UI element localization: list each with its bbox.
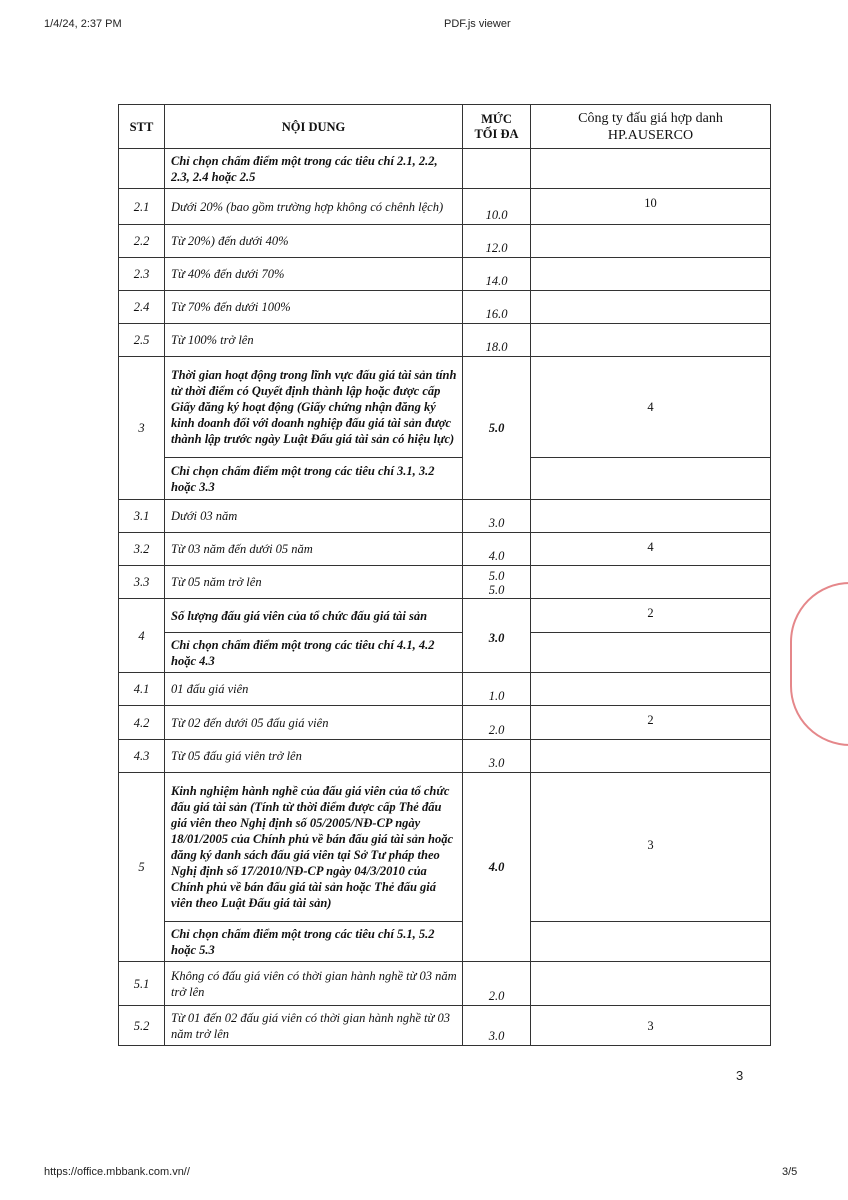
table-row	[119, 599, 771, 633]
row-score	[531, 922, 771, 962]
table-row	[119, 357, 771, 458]
viewer-title: PDF.js viewer	[444, 18, 511, 30]
row-max: 3.0	[463, 740, 531, 773]
page-number: 3	[736, 1068, 744, 1083]
row-score: 2	[531, 599, 771, 633]
row-max: 4.0	[463, 773, 531, 962]
header-noi-dung: NỘI DUNG	[165, 105, 463, 149]
header-muc-toi-da	[463, 105, 531, 149]
table-row	[119, 773, 771, 922]
table-row	[119, 149, 771, 189]
table-row	[119, 225, 771, 258]
row-stt: 5	[119, 773, 165, 962]
row-content: Từ 100% trở lên	[165, 324, 463, 357]
row-max: 2.0	[463, 706, 531, 740]
row-stt: 2.3	[119, 258, 165, 291]
table-row	[119, 458, 771, 500]
header-company-line1: Công ty đấu giá hợp danh	[578, 110, 723, 126]
header-company	[531, 105, 771, 149]
table-row	[119, 962, 771, 1006]
row-stt: 3	[119, 357, 165, 500]
row-score	[531, 458, 771, 500]
row-content: Từ 05 đấu giá viên trở lên	[165, 740, 463, 773]
row-content: Thời gian hoạt động trong lĩnh vực đấu giá tài sản tính từ thời điểm có Quyết định thành lập hoặc được cấp Giấy đăng ký hoạt động (Giấy chứng nhận đăng ký kinh doanh đối với doanh nghiệp đấu giá tài sản được thành lập trước ngày Luật Đấu giá tài sản có hiệu lực)	[165, 357, 463, 458]
row-max: 18.0	[463, 324, 531, 357]
row-score	[531, 149, 771, 189]
row-content: Từ 03 năm đến dưới 05 năm	[165, 533, 463, 566]
row-content: Chỉ chọn chấm điểm một trong các tiêu chí 5.1, 5.2 hoặc 5.3	[165, 922, 463, 962]
row-stt: 2.1	[119, 189, 165, 225]
table-row	[119, 500, 771, 533]
header-stt: STT	[119, 105, 165, 149]
row-score: 2	[531, 706, 771, 740]
row-max-line2: 5.0	[488, 583, 505, 597]
row-score	[531, 225, 771, 258]
row-score	[531, 258, 771, 291]
header-company-line2: HP.AUSERCO	[607, 127, 694, 143]
row-stt: 5.1	[119, 962, 165, 1006]
row-max: 5.0	[463, 357, 531, 500]
row-content: Từ 02 đến dưới 05 đấu giá viên	[165, 706, 463, 740]
row-max: 1.0	[463, 673, 531, 706]
row-content: Dưới 03 năm	[165, 500, 463, 533]
row-content: Chỉ chọn chấm điểm một trong các tiêu chí 3.1, 3.2 hoặc 3.3	[165, 458, 463, 500]
row-score	[531, 740, 771, 773]
row-content: Chỉ chọn chấm điểm một trong các tiêu chí 2.1, 2.2, 2.3, 2.4 hoặc 2.5	[165, 149, 463, 189]
row-score	[531, 962, 771, 1006]
row-max: 16.0	[463, 291, 531, 324]
row-content: Từ 05 năm trở lên	[165, 566, 463, 599]
table-row	[119, 706, 771, 740]
row-max: 10.0	[463, 189, 531, 225]
table-row	[119, 1006, 771, 1046]
row-score	[531, 633, 771, 673]
table-header-row	[119, 105, 771, 149]
row-score: 4	[531, 533, 771, 566]
header-muc-line2: TỐI ĐA	[474, 126, 519, 141]
row-content: Từ 70% đến dưới 100%	[165, 291, 463, 324]
print-datetime: 1/4/24, 2:37 PM	[44, 18, 122, 30]
row-stt: 2.5	[119, 324, 165, 357]
row-max: 2.0	[463, 962, 531, 1006]
row-stt: 3.1	[119, 500, 165, 533]
row-score: 3	[531, 773, 771, 922]
row-stt	[119, 149, 165, 189]
red-seal-stamp	[790, 582, 848, 746]
row-score	[531, 324, 771, 357]
row-stt: 4.1	[119, 673, 165, 706]
row-max: 3.0	[463, 500, 531, 533]
row-content: 01 đấu giá viên	[165, 673, 463, 706]
table-row	[119, 673, 771, 706]
row-stt: 4.2	[119, 706, 165, 740]
row-max: 3.0	[463, 1006, 531, 1046]
row-score	[531, 566, 771, 599]
row-content: Chỉ chọn chấm điểm một trong các tiêu chí 4.1, 4.2 hoặc 4.3	[165, 633, 463, 673]
row-score: 10	[531, 189, 771, 225]
table-row	[119, 533, 771, 566]
row-stt: 4	[119, 599, 165, 673]
row-max: 3.0	[463, 599, 531, 673]
table-row	[119, 258, 771, 291]
row-max: 14.0	[463, 258, 531, 291]
row-stt: 3.3	[119, 566, 165, 599]
row-score	[531, 673, 771, 706]
row-stt: 4.3	[119, 740, 165, 773]
table-row	[119, 633, 771, 673]
table-row	[119, 740, 771, 773]
page-url: https://office.mbbank.com.vn//	[44, 1166, 190, 1178]
row-content: Không có đấu giá viên có thời gian hành nghề từ 03 năm trở lên	[165, 962, 463, 1006]
row-score	[531, 291, 771, 324]
row-content: Dưới 20% (bao gồm trường hợp không có chênh lệch)	[165, 189, 463, 225]
row-max	[463, 149, 531, 189]
table-row	[119, 922, 771, 962]
row-content: Từ 40% đến dưới 70%	[165, 258, 463, 291]
row-stt: 5.2	[119, 1006, 165, 1046]
row-stt: 2.2	[119, 225, 165, 258]
row-stt: 2.4	[119, 291, 165, 324]
pdf-page-count: 3/5	[782, 1166, 798, 1178]
row-max-line1: 5.0	[488, 569, 505, 583]
table-row	[119, 291, 771, 324]
row-score: 4	[531, 357, 771, 458]
row-max: 12.0	[463, 225, 531, 258]
row-score	[531, 500, 771, 533]
row-stt: 3.2	[119, 533, 165, 566]
row-content: Kinh nghiệm hành nghề của đấu giá viên của tổ chức đấu giá tài sản (Tính từ thời điểm được cấp Thẻ đấu giá viên theo Nghị định số 05/2005/NĐ-CP ngày 18/01/2005 của Chính phủ về bán đấu giá tài sản hoặc đăng ký danh sách đấu giá viên tại Sở Tư pháp theo Nghị định số 17/2010/NĐ-CP ngày 04/3/2010 của Chính phủ về bán đấu giá tài sản hoặc Thẻ đấu giá viên theo Luật Đấu giá tài sản)	[165, 773, 463, 922]
row-content: Số lượng đấu giá viên của tổ chức đấu giá tài sản	[165, 599, 463, 633]
row-max	[463, 566, 531, 599]
row-content: Từ 01 đến 02 đấu giá viên có thời gian hành nghề từ 03 năm trở lên	[165, 1006, 463, 1046]
header-muc-line1: MỨC	[481, 111, 512, 126]
table-row	[119, 566, 771, 599]
row-max: 4.0	[463, 533, 531, 566]
scoring-table	[118, 104, 771, 1046]
row-content: Từ 20%) đến dưới 40%	[165, 225, 463, 258]
row-score: 3	[531, 1006, 771, 1046]
table-row	[119, 324, 771, 357]
table-row	[119, 189, 771, 225]
